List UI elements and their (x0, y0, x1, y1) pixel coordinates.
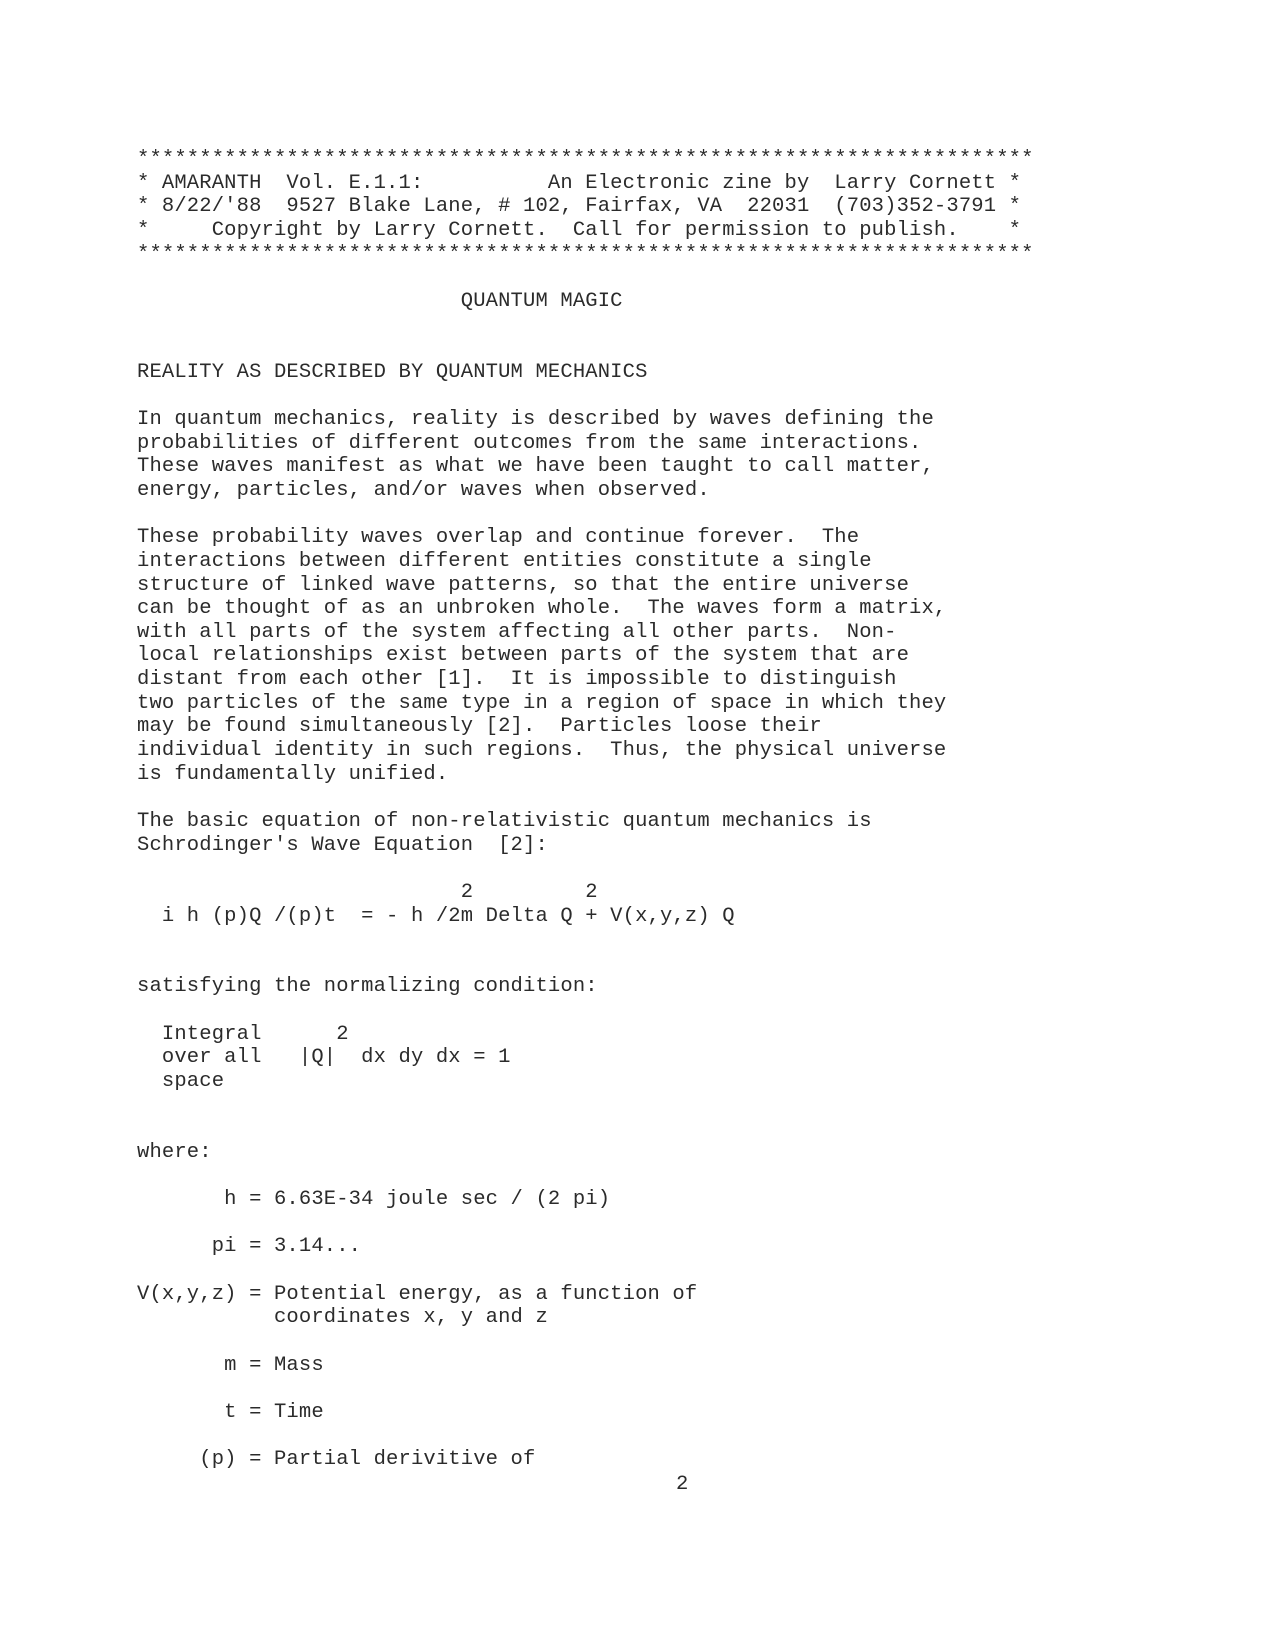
blank-line (137, 1165, 1137, 1189)
blank-line (137, 266, 1137, 290)
paragraph-line: Schrodinger's Wave Equation [2]: (137, 833, 548, 857)
paragraph-line: In quantum mechanics, reality is described by waves defining the (137, 408, 934, 432)
blank-line (137, 384, 1137, 408)
equation-exponents: 2 2 (137, 880, 598, 904)
paragraph-line: local relationships exist between parts of the system that are (137, 644, 910, 668)
where-label: where: (137, 1140, 212, 1164)
definition-potential: V(x,y,z) = Potential energy, as a function of (137, 1282, 698, 1306)
paragraph-line: satisfying the normalizing condition: (137, 975, 598, 999)
normalization-line: over all |Q| dx dy dx = 1 (137, 1046, 511, 1070)
section-heading: REALITY AS DESCRIBED BY QUANTUM MECHANICS (137, 360, 648, 384)
definition-h: h = 6.63E-34 joule sec / (2 pi) (137, 1188, 611, 1212)
blank-line (137, 952, 1137, 976)
blank-line (137, 1117, 1137, 1141)
normalization-line: Integral 2 (137, 1022, 349, 1046)
paragraph-line: These probability waves overlap and continue forever. The (137, 526, 860, 550)
blank-line (137, 1212, 1137, 1236)
paragraph-line: The basic equation of non-relativistic quantum mechanics is (137, 809, 872, 833)
blank-line (137, 1425, 1137, 1449)
paragraph-line: interactions between different entities constitute a single (137, 549, 872, 573)
paragraph-line: These waves manifest as what we have been taught to call matter, (137, 455, 934, 479)
paragraph-line: distant from each other [1]. It is impossible to distinguish (137, 668, 897, 692)
normalization-line: space (137, 1069, 225, 1093)
paragraph-line: with all parts of the system affecting all other parts. Non- (137, 620, 897, 644)
definition-pi: pi = 3.14... (137, 1235, 362, 1259)
paragraph-line: energy, particles, and/or waves when observed. (137, 478, 710, 502)
header-line-zine-title: * AMARANTH Vol. E.1.1: An Electronic zine by Larry Cornett * (137, 171, 1022, 195)
paragraph-line: two particles of the same type in a region of space in which they (137, 691, 947, 715)
blank-line (137, 857, 1137, 881)
blank-line (137, 1377, 1137, 1401)
header-border-bottom: ************************************************************************ (137, 242, 1034, 266)
definition-time: t = Time (137, 1400, 324, 1424)
paragraph-line: probabilities of different outcomes from the same interactions. (137, 431, 922, 455)
blank-line (137, 313, 1137, 337)
blank-line (137, 503, 1137, 527)
paragraph-line: may be found simultaneously [2]. Particles loose their (137, 715, 822, 739)
blank-line (137, 337, 1137, 361)
paragraph-line: structure of linked wave patterns, so that the entire universe (137, 573, 910, 597)
article-title: QUANTUM MAGIC (137, 289, 623, 313)
paragraph-line: is fundamentally unified. (137, 762, 449, 786)
blank-line (137, 1330, 1137, 1354)
paragraph-line: individual identity in such regions. Thus, the physical universe (137, 739, 947, 763)
header-line-address: * 8/22/'88 9527 Blake Lane, # 102, Fairfax, VA 22031 (703)352-3791 * (137, 195, 1022, 219)
header-border-top: ************************************************************************ (137, 148, 1034, 171)
blank-line (137, 1259, 1137, 1283)
page-number: 2 (676, 1473, 689, 1496)
blank-line (137, 1094, 1137, 1118)
definition-partial: (p) = Partial derivitive of (137, 1448, 536, 1472)
definition-potential-cont: coordinates x, y and z (137, 1306, 548, 1330)
blank-line (137, 786, 1137, 810)
definition-mass: m = Mass (137, 1353, 324, 1377)
document-body (137, 148, 1137, 1472)
wave-equation: i h (p)Q /(p)t = - h /2m Delta Q + V(x,y,z) Q (137, 904, 735, 928)
paragraph-line: can be thought of as an unbroken whole. The waves form a matrix, (137, 597, 947, 621)
header-line-copyright: * Copyright by Larry Cornett. Call for permission to publish. * (137, 218, 1022, 242)
blank-line (137, 999, 1137, 1023)
blank-line (137, 928, 1137, 952)
